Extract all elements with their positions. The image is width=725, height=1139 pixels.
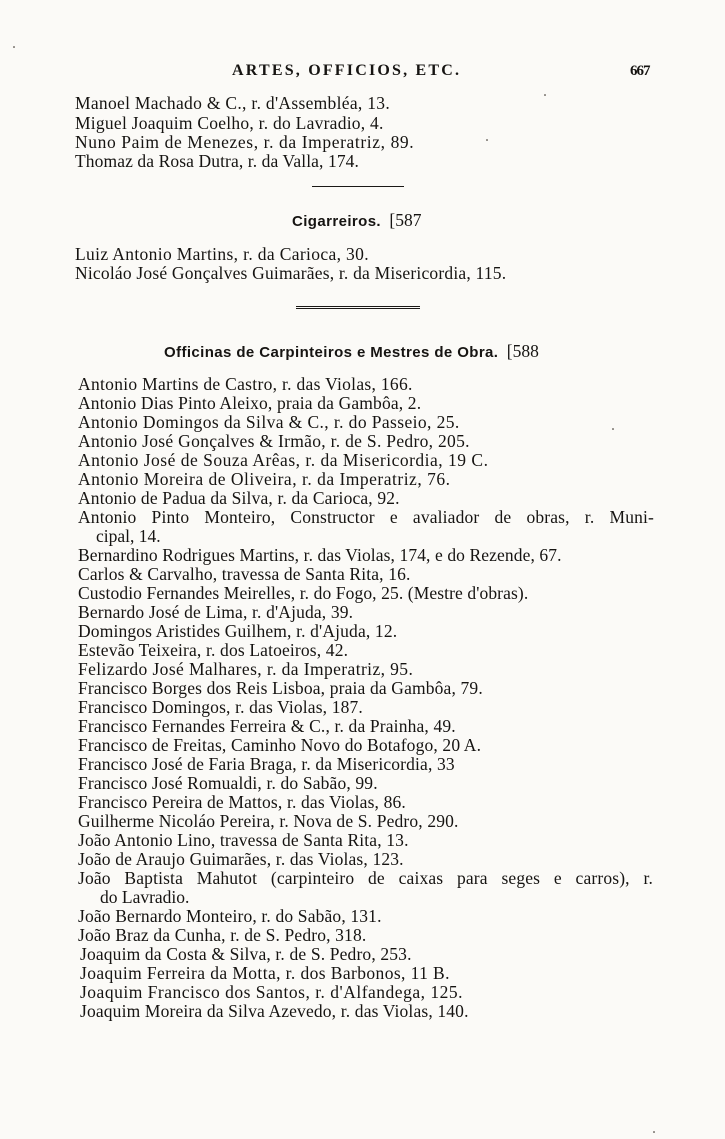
list-item: Antonio Dias Pinto Aleixo, praia da Gambôa, 2. [78, 393, 422, 413]
section-heading-carpinteiros [164, 341, 539, 363]
list-item: Antonio Pinto Monteiro, Constructor e avaliador de obras, r. Muni- [78, 507, 654, 527]
list-item: Domingos Aristides Guilhem, r. d'Ajuda, 12. [78, 621, 398, 641]
section-number: [587 [389, 210, 422, 230]
list-item: Joaquim Ferreira da Motta, r. dos Barbonos, 11 B. [80, 963, 450, 983]
list-item: Antonio de Padua da Silva, r. da Carioca, 92. [78, 488, 400, 508]
section-divider [296, 306, 420, 309]
list-item: João Baptista Mahutot (carpinteiro de caixas para seges e carros), r. [78, 868, 653, 888]
list-item: Custodio Fernandes Meirelles, r. do Fogo, 25. (Mestre d'obras). [78, 583, 529, 603]
list-item: Manoel Machado & C., r. d'Assembléa, 13. [75, 93, 391, 113]
section-number: [588 [506, 341, 539, 361]
paper-speck [486, 139, 488, 141]
paper-speck [612, 428, 614, 430]
page-header [0, 62, 725, 88]
list-item: Francisco Borges dos Reis Lisboa, praia da Gambôa, 79. [78, 678, 483, 698]
list-item: João de Araujo Guimarães, r. das Violas, 123. [78, 849, 404, 869]
paper-speck [13, 46, 15, 48]
list-item: Francisco José Romualdi, r. do Sabão, 99. [78, 773, 378, 793]
list-item: Antonio Domingos da Silva & C., r. do Passeio, 25. [78, 412, 460, 432]
list-item: Estevão Teixeira, r. dos Latoeiros, 42. [78, 640, 349, 660]
section-heading-cigarreiros [292, 210, 421, 232]
list-item: Antonio José de Souza Arêas, r. da Misericordia, 19 C. [78, 450, 489, 470]
list-item: Francisco Domingos, r. das Violas, 187. [78, 697, 363, 717]
list-item-continuation: cipal, 14. [96, 526, 161, 546]
paper-speck [653, 1131, 655, 1133]
list-item: Bernardino Rodrigues Martins, r. das Violas, 174, e do Rezende, 67. [78, 545, 562, 565]
list-item: João Bernardo Monteiro, r. do Sabão, 131. [78, 906, 382, 926]
list-item: Nicoláo José Gonçalves Guimarães, r. da Misericordia, 115. [75, 263, 507, 283]
list-item: Thomaz da Rosa Dutra, r. da Valla, 174. [75, 151, 359, 171]
list-item: João Antonio Lino, travessa de Santa Rita, 13. [78, 830, 409, 850]
list-item: Antonio José Gonçalves & Irmão, r. de S. Pedro, 205. [78, 431, 470, 451]
list-item: Bernardo José de Lima, r. d'Ajuda, 39. [78, 602, 354, 622]
list-item: Carlos & Carvalho, travessa de Santa Rita, 16. [78, 564, 411, 584]
list-item: Miguel Joaquim Coelho, r. do Lavradio, 4. [75, 113, 384, 133]
list-item: Joaquim Moreira da Silva Azevedo, r. das Violas, 140. [80, 1001, 469, 1021]
list-item: Luiz Antonio Martins, r. da Carioca, 30. [75, 244, 369, 264]
list-item: Guilherme Nicoláo Pereira, r. Nova de S. Pedro, 290. [78, 811, 459, 831]
running-title: ARTES, OFFICIOS, ETC. [232, 62, 462, 79]
list-item: Joaquim da Costa & Silva, r. de S. Pedro, 253. [80, 944, 412, 964]
paper-speck [544, 94, 546, 96]
page-number: 667 [630, 63, 650, 79]
list-item: Francisco de Freitas, Caminho Novo do Botafogo, 20 A. [78, 735, 482, 755]
list-item: Antonio Moreira de Oliveira, r. da Imperatriz, 76. [78, 469, 451, 489]
list-item: Nuno Paim de Menezes, r. da Imperatriz, 89. [75, 132, 415, 152]
section-title: Cigarreiros. [292, 213, 381, 230]
section-title: Officinas de Carpinteiros e Mestres de Obra. [164, 344, 499, 361]
list-item: Francisco Fernandes Ferreira & C., r. da Prainha, 49. [78, 716, 456, 736]
list-item: Antonio Martins de Castro, r. das Violas, 166. [78, 374, 413, 394]
list-item: Felizardo José Malhares, r. da Imperatriz, 95. [78, 659, 414, 679]
section-divider [312, 186, 404, 187]
list-item: Joaquim Francisco dos Santos, r. d'Alfandega, 125. [80, 982, 463, 1002]
list-item: João Braz da Cunha, r. de S. Pedro, 318. [78, 925, 367, 945]
list-item: Francisco Pereira de Mattos, r. das Violas, 86. [78, 792, 406, 812]
list-item-continuation: do Lavradio. [100, 887, 190, 907]
list-item: Francisco José de Faria Braga, r. da Misericordia, 33 [78, 754, 455, 774]
